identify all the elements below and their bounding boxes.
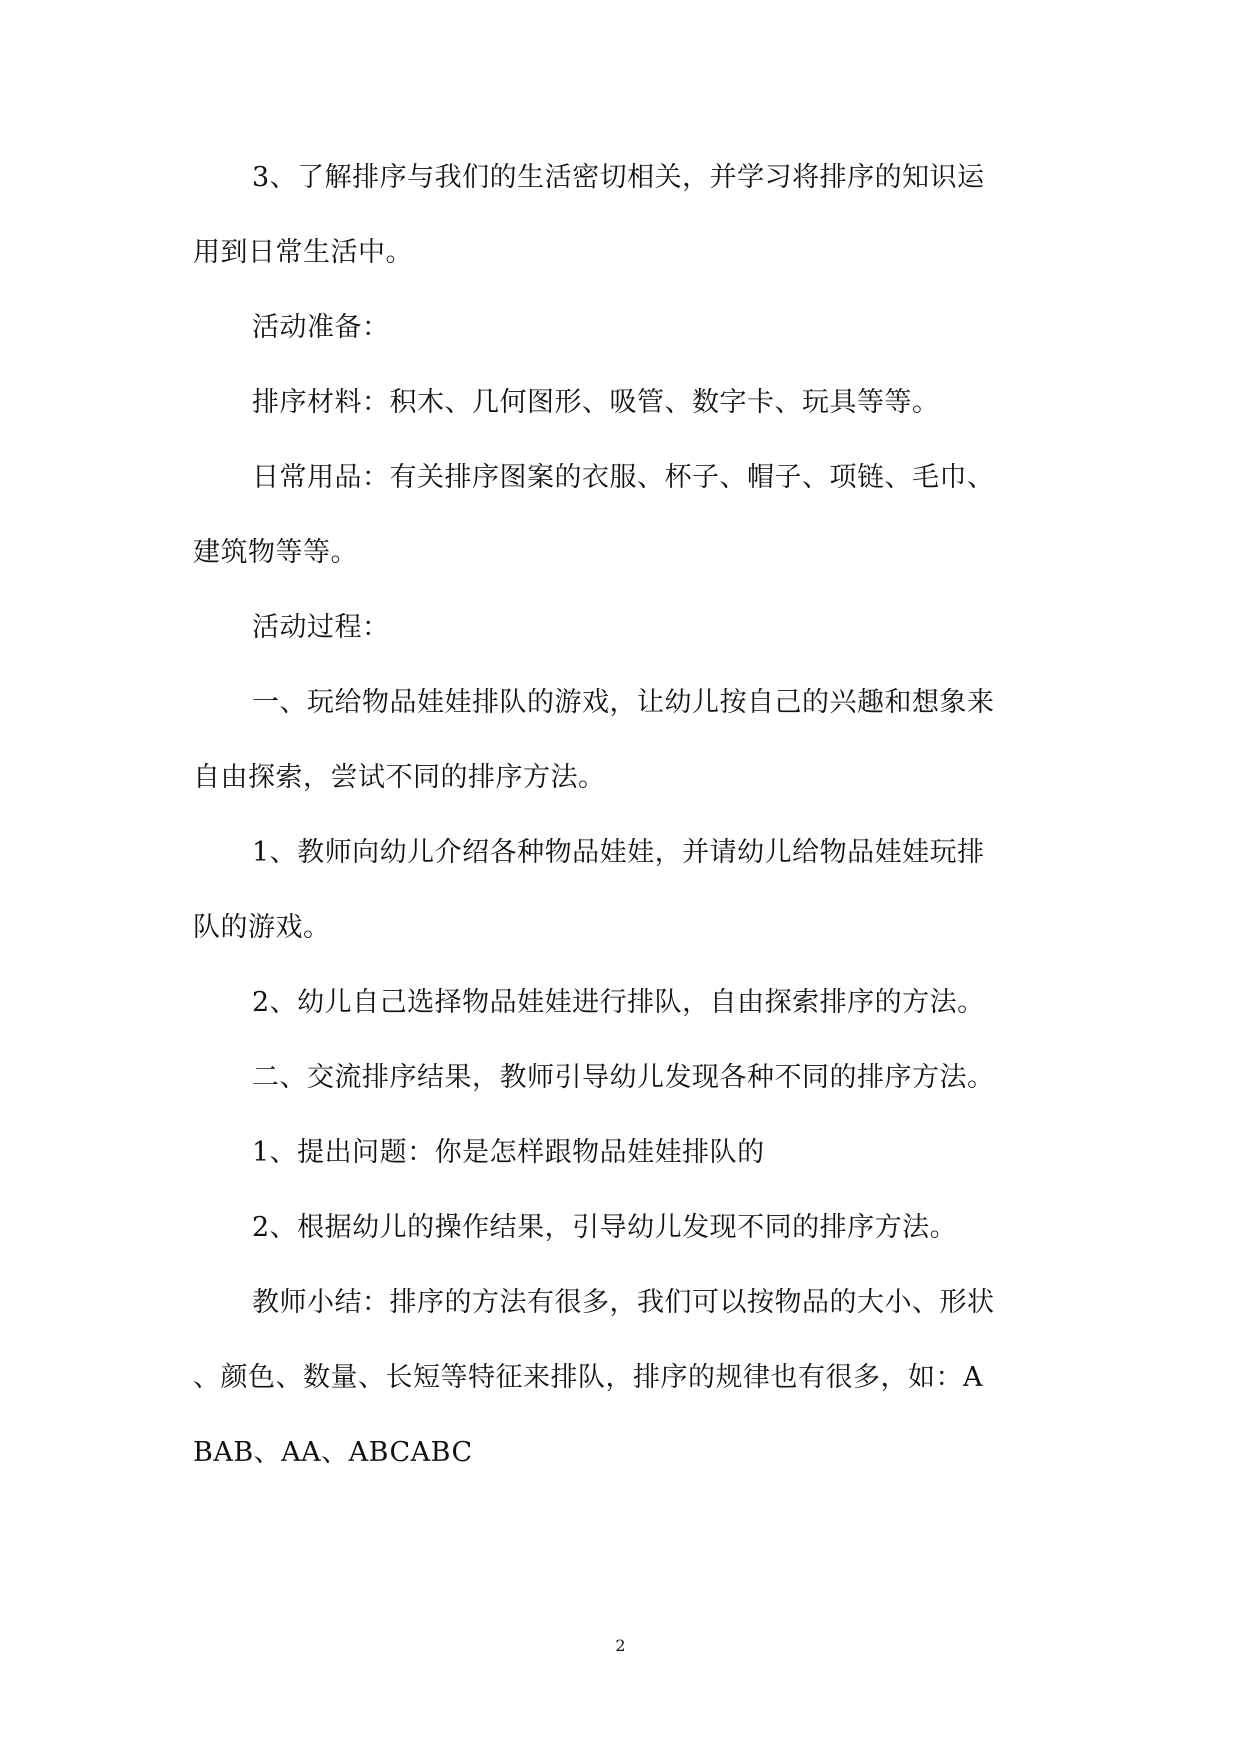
text-line: 日常用品：有关排序图案的衣服、杯子、帽子、项链、毛巾、 [252,462,995,493]
text-line: 1、教师向幼儿介绍各种物品娃娃，并请幼儿给物品娃娃玩排 [252,837,985,868]
text-line: 队的游戏。 [193,912,331,943]
text-line: 二、交流排序结果，教师引导幼儿发现各种不同的排序方法。 [252,1062,995,1093]
text-line: 2、幼儿自己选择物品娃娃进行排队，自由探索排序的方法。 [252,987,985,1018]
text-line: 建筑物等等。 [193,537,358,568]
text-line: 1、提出问题：你是怎样跟物品娃娃排队的 [252,1137,765,1168]
text-line: 、颜色、数量、长短等特征来排队，排序的规律也有很多，如：A [193,1362,983,1393]
text-line: 一、玩给物品娃娃排队的游戏，让幼儿按自己的兴趣和想象来 [252,687,995,718]
text-line: 排序材料：积木、几何图形、吸管、数字卡、玩具等等。 [252,387,940,418]
text-line: 自由探索，尝试不同的排序方法。 [193,762,606,793]
text-line: 3、了解排序与我们的生活密切相关，并学习将排序的知识运 [252,162,985,193]
text-line: 教师小结：排序的方法有很多，我们可以按物品的大小、形状 [252,1287,995,1318]
section-heading: 活动准备： [252,312,390,343]
text-line: 2、根据幼儿的操作结果，引导幼儿发现不同的排序方法。 [252,1212,958,1243]
text-line: BAB、AA、ABCABC [193,1437,473,1468]
section-heading: 活动过程： [252,612,390,643]
page-number: 2 [615,1636,626,1655]
text-line: 用到日常生活中。 [193,237,413,268]
